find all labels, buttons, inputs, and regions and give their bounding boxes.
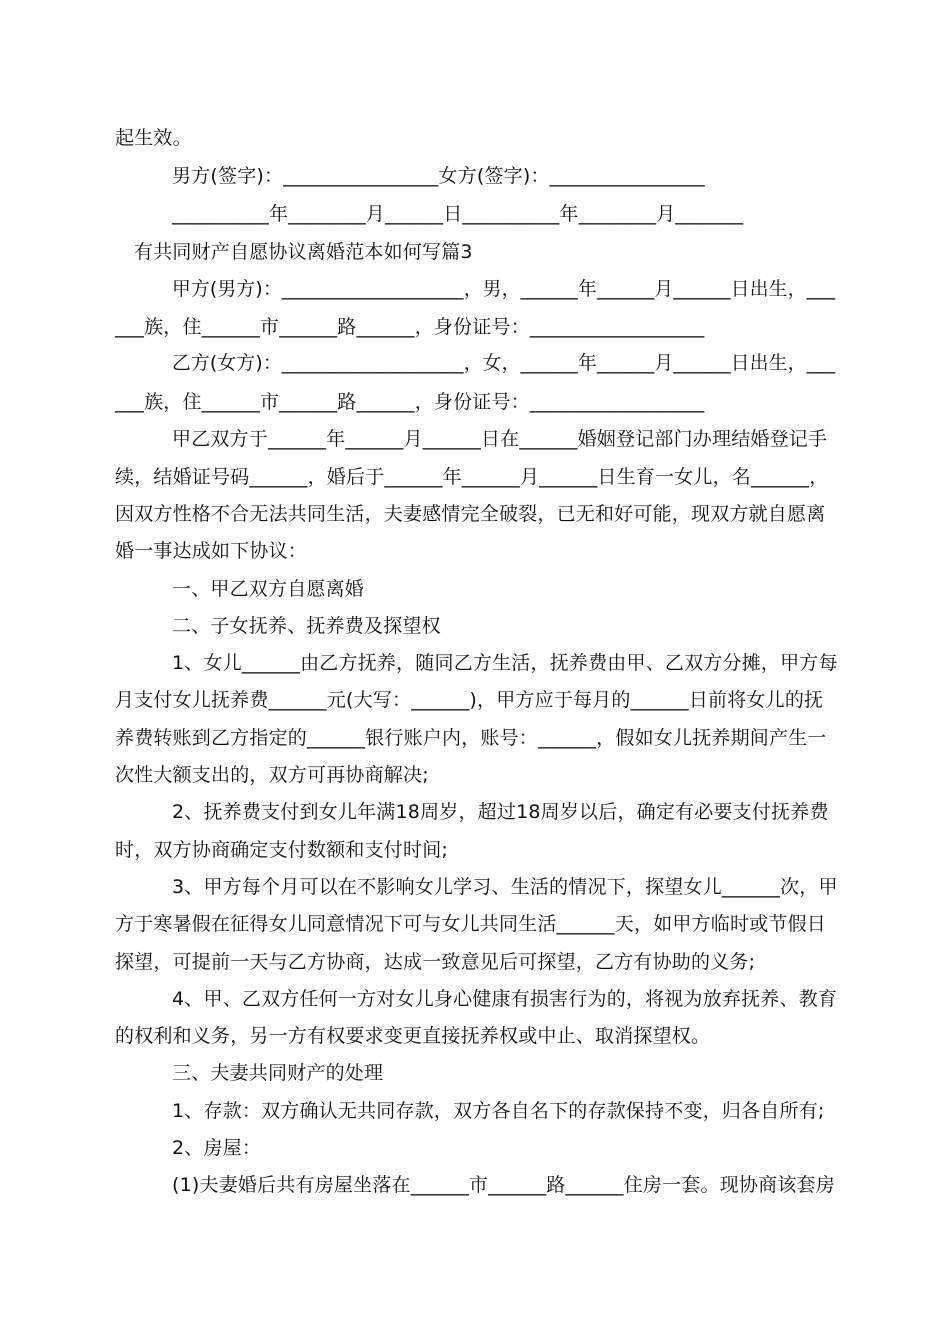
clause-heading: 二、子女抚养、抚养费及探望权 [172, 615, 441, 637]
text-line: 甲乙双方于______年______月______日在______婚姻登记部门办理结婚登记手 [172, 428, 828, 450]
text-line: 次性大额支出的，双方可再协商解决; [115, 764, 429, 786]
section-title: 有共同财产自愿协议离婚范本如何写篇3 [134, 241, 473, 263]
text-line: 1、女儿______由乙方抚养，随同乙方生活，抚养费由甲、乙双方分摊，甲方每 [172, 652, 838, 674]
text-line: 4、甲、乙双方任何一方对女儿身心健康有损害行为的，将视为放弃抚养、教育 [172, 988, 838, 1010]
clause-heading: 一、甲乙双方自愿离婚 [172, 578, 365, 600]
text-line: 1、存款：双方确认无共同存款，双方各自名下的存款保持不变，归各自所有; [172, 1100, 825, 1122]
text-line: 的权利和义务，另一方有权要求变更直接抚养权或中止、取消探望权。 [115, 1025, 711, 1047]
text-line: 2、房屋： [172, 1137, 262, 1159]
text-line: 方于寒暑假在征得女儿同意情况下可与女儿共同生活______天，如甲方临时或节假日 [115, 913, 827, 935]
text-line: 婚一事达成如下协议： [115, 540, 308, 562]
text-line: 月支付女儿抚养费______元(大写：______)，甲方应于每月的______日前将女儿的抚 [115, 689, 824, 711]
text-line: (1)夫妻婚后共有房屋坐落在______市______路______住房一套。现协商该套房 [172, 1174, 835, 1196]
text-line: 3、甲方每个月可以在不影响女儿学习、生活的情况下，探望女儿______次，甲 [172, 876, 838, 898]
text-line: 起生效。 [115, 127, 192, 149]
text-line: 乙方(女方)：___________________，女，______年______月______日出生，___ [172, 353, 836, 374]
text-line: 探望，可提前一天与乙方协商，达成一致意见后可探望，乙方有协助的义务; [115, 951, 756, 973]
text-line: ___族，住______市______路______，身份证号：__________________ [115, 316, 705, 338]
text-line: 养费转账到乙方指定的______银行账户内，账号：______，假如女儿抚养期间产生一 [115, 727, 827, 749]
text-line: ___族，住______市______路______，身份证号：__________________ [115, 391, 705, 413]
text-line: 续，结婚证号码______，婚后于______年______月______日生育一女儿，名______， [115, 466, 829, 488]
text-line: 因双方性格不合无法共同生活，夫妻感情完全破裂，已无和好可能，现双方就自愿离 [115, 503, 826, 525]
text-line: 时，双方协商确定支付数额和支付时间; [115, 839, 449, 861]
signature-line: 男方(签字)：________________女方(签字)：________________ [172, 165, 705, 187]
text-line: 甲方(男方)：___________________，男，______年______月______日出生，___ [172, 279, 836, 300]
text-line: 2、抚养费支付到女儿年满18周岁，超过18周岁以后，确定有必要支付抚养费 [172, 801, 829, 823]
date-line: __________年________月______日__________年________月_______ [172, 203, 744, 225]
clause-heading: 三、夫妻共同财产的处理 [172, 1062, 384, 1084]
